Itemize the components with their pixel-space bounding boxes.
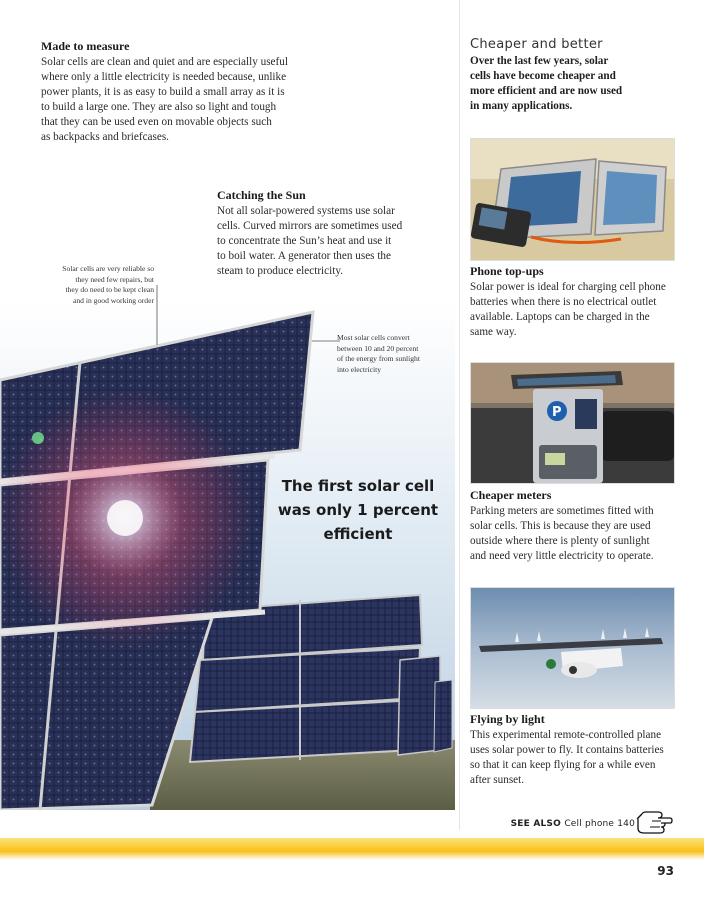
catching-the-sun-line: to concentrate the Sun’s heat and use it — [217, 235, 392, 247]
meters-heading: Cheaper meters — [470, 488, 552, 502]
caption-reliable — [28, 264, 154, 306]
made-to-measure-line: that they can be used even on movable objects such — [41, 116, 272, 128]
caption-convert-line: into electricity — [337, 364, 382, 374]
phone-section — [470, 264, 685, 340]
phone-line: same way. — [470, 326, 517, 338]
intro-section — [470, 37, 690, 114]
callout-lines — [150, 285, 350, 345]
svg-text:P: P — [552, 405, 562, 420]
intro-line: Over the last few years, solar — [470, 55, 609, 67]
catching-the-sun-heading: Catching the Sun — [217, 188, 306, 202]
caption-convert-line: of the energy from sunlight — [337, 354, 420, 363]
plane-line: so that it can keep flying for a while even — [470, 759, 656, 771]
parking-meter-illustration — [471, 363, 674, 483]
intro-line: more efficient and are now used — [470, 85, 623, 97]
meters-section — [470, 488, 685, 564]
solar-charger-photo — [470, 138, 675, 261]
big-quote — [272, 474, 444, 546]
big-quote-line: efficient — [323, 525, 393, 543]
phone-line: Solar power is ideal for charging cell phone — [470, 281, 666, 293]
intro-line: in many applications. — [470, 100, 573, 112]
caption-reliable-line: Solar cells are very reliable so — [62, 264, 154, 273]
caption-convert-line: Most solar cells convert — [337, 333, 410, 342]
made-to-measure-line: Solar cells are clean and quiet and are especially useful — [41, 56, 288, 68]
bottom-color-band — [0, 838, 704, 860]
phone-heading: Phone top-ups — [470, 264, 544, 278]
solar-array-photo — [0, 300, 455, 810]
made-to-measure-line: power plants, it is as easy to build a small array as it is — [41, 86, 285, 98]
solar-charger-illustration — [471, 139, 674, 260]
big-quote-line: was only 1 percent — [277, 501, 439, 519]
meters-line: outside where there is plenty of sunlight — [470, 535, 650, 547]
plane-section — [470, 712, 685, 788]
plane-line: after sunset. — [470, 774, 525, 786]
pointing-hand-icon — [636, 806, 674, 836]
made-to-measure-section — [41, 39, 341, 145]
meters-line: solar cells. This is because they are used — [470, 520, 651, 532]
solar-plane-photo — [470, 587, 675, 709]
caption-reliable-line: they do need to be kept clean — [65, 285, 154, 294]
plane-heading: Flying by light — [470, 712, 545, 726]
made-to-measure-line: to build a large one. They are also so light and tough — [41, 101, 277, 113]
intro-title: Cheaper and better — [470, 37, 603, 52]
catching-the-sun-line: Not all solar-powered systems use solar — [217, 205, 395, 217]
see-also[interactable] — [500, 819, 635, 829]
catching-the-sun-line: cells. Curved mirrors are sometimes used — [217, 220, 403, 232]
phone-line: available. Laptops can be charged in the — [470, 311, 650, 323]
made-to-measure-heading: Made to measure — [41, 39, 130, 53]
page-number: 93 — [657, 864, 674, 878]
phone-line: batteries when there is no electrical outlet — [470, 296, 657, 308]
meters-line: Parking meters are sometimes fitted with — [470, 505, 654, 517]
catching-the-sun-section — [217, 188, 427, 279]
caption-reliable-line: and in good working order — [73, 295, 154, 305]
caption-reliable-line: they need few repairs, but — [75, 274, 154, 284]
plane-line: uses solar power to fly. It contains batteries — [470, 744, 664, 756]
see-also-label: SEE ALSO — [510, 819, 561, 829]
big-quote-line: The first solar cell — [281, 477, 435, 495]
solar-array-illustration — [0, 300, 455, 810]
catching-the-sun-line: steam to produce electricity. — [217, 265, 344, 277]
caption-convert-line: between 10 and 20 percent — [337, 343, 419, 353]
caption-convert — [337, 333, 457, 375]
parking-meter-photo — [470, 362, 675, 484]
meters-line: and need very little electricity to operate. — [470, 550, 654, 562]
made-to-measure-line: where only a little electricity is needed because, unlike — [41, 71, 287, 83]
column-divider — [459, 0, 460, 830]
made-to-measure-line: as backpacks and briefcases. — [41, 131, 169, 143]
see-also-text[interactable]: Cell phone 140 — [564, 819, 635, 829]
intro-line: cells have become cheaper and — [470, 70, 616, 82]
solar-plane-illustration — [471, 588, 674, 708]
catching-the-sun-line: to boil water. A generator then uses the — [217, 250, 391, 262]
plane-line: This experimental remote-controlled plane — [470, 729, 662, 741]
